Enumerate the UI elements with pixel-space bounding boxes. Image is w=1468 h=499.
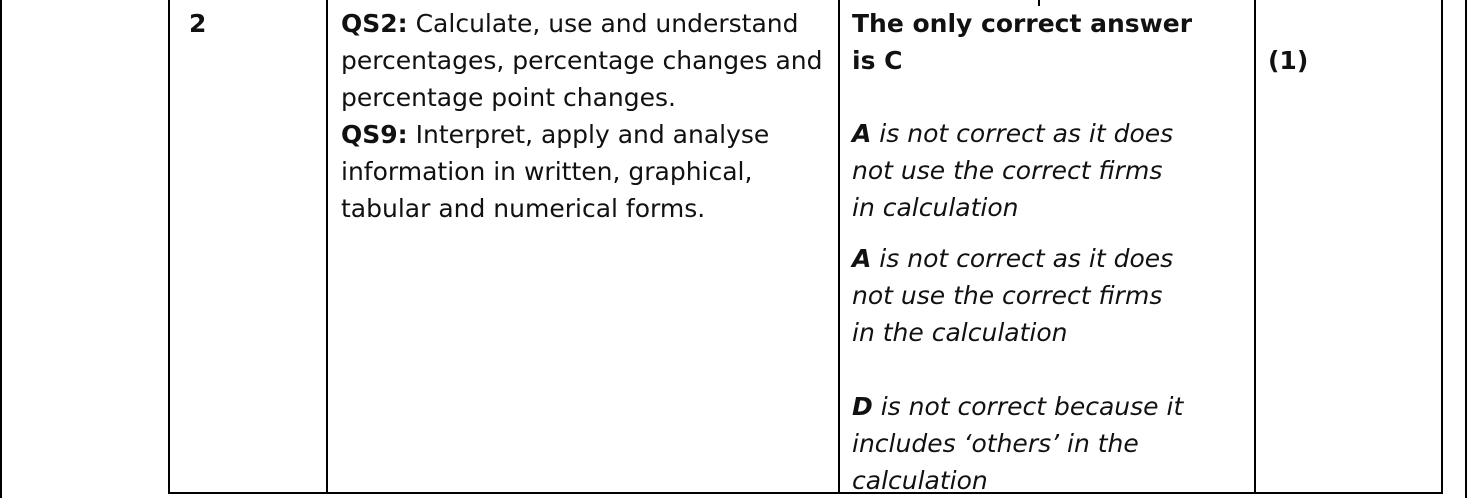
skill-qs2-line-1 — [341, 5, 823, 42]
skills-cell — [341, 5, 823, 227]
answer-heading-line-1: The only correct answer — [852, 9, 1193, 38]
reason-text: is not correct because it — [872, 392, 1184, 421]
table-rule-col5 — [1441, 0, 1443, 493]
page-border-left — [0, 0, 2, 498]
reason-line: in calculation — [852, 193, 1019, 222]
skill-qs9-line-3: tabular and numerical forms. — [341, 194, 706, 223]
reason-letter: D — [852, 392, 873, 421]
reason-a-2 — [852, 240, 1173, 351]
reason-line: not use the correct firms — [852, 281, 1163, 310]
reason-line — [852, 240, 1173, 277]
question-number: 2 — [189, 9, 207, 38]
table-rule-col3 — [838, 0, 840, 493]
skill-qs2-line-2: percentages, percentage changes and — [341, 46, 823, 75]
table-rule-col2 — [326, 0, 328, 493]
reason-a-1 — [852, 115, 1173, 226]
skill-text: Calculate, use and understand — [407, 9, 799, 38]
reason-text: is not correct as it does — [871, 119, 1174, 148]
reason-d — [852, 388, 1183, 499]
reason-line: includes ‘others’ in the — [852, 429, 1139, 458]
reason-text: is not correct as it does — [871, 244, 1174, 273]
reason-line — [852, 388, 1183, 425]
skill-qs9-line-1 — [341, 116, 823, 153]
skill-code: QS9: — [341, 120, 408, 149]
skill-text: Interpret, apply and analyse — [407, 120, 770, 149]
reason-line: calculation — [852, 466, 988, 495]
answer-heading-line-2: is C — [852, 46, 903, 75]
reason-letter: A — [852, 119, 872, 148]
answer-heading — [852, 5, 1192, 79]
skill-code: QS2: — [341, 9, 408, 38]
reason-letter: A — [852, 244, 872, 273]
page-border-right — [1465, 0, 1467, 498]
table-rule-bottom — [168, 492, 1443, 494]
reason-line: not use the correct firms — [852, 156, 1163, 185]
marks: (1) — [1268, 46, 1309, 75]
table-rule-col1 — [168, 0, 170, 493]
reason-line — [852, 115, 1173, 152]
table-rule-col4 — [1254, 0, 1256, 493]
reason-line: in the calculation — [852, 318, 1068, 347]
skill-qs9-line-2: information in written, graphical, — [341, 157, 753, 186]
skill-qs2-line-3: percentage point changes. — [341, 83, 676, 112]
